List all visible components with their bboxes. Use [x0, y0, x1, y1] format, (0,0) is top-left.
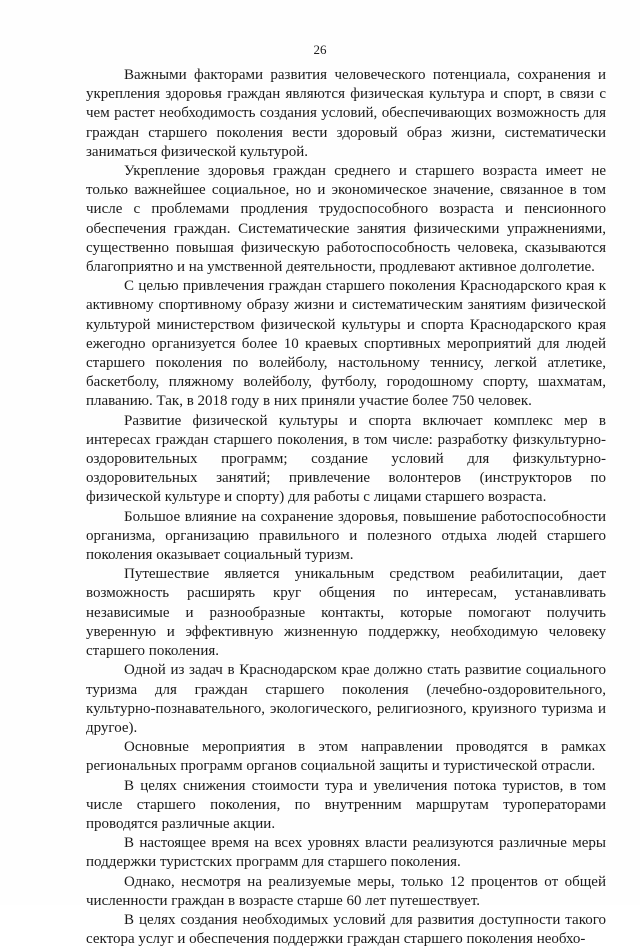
- paragraph: С целью привлечения граждан старшего поколения Краснодарского края к активному спортивному образу жизни и систематическим занятиям физической культурой министерством физической культуры и спорта Краснодарского края ежегодно организуется более 10 краевых спортивных мероприятий для людей старшего поколения по волейболу, настольному теннису, легкой атлетике, баскетболу, пляжному волейболу, футболу, городошному спорту, шахматам, плаванию. Так, в 2018 году в них приняли участие более 750 человек.: [86, 278, 606, 410]
- page-number: 26: [313, 42, 327, 57]
- paragraph: В целях снижения стоимости тура и увеличения потока туристов, в том числе старшего поколения, по внутренним маршрутам туроператорами проводятся различные акции.: [86, 777, 606, 832]
- paragraph: Укрепление здоровья граждан среднего и старшего возраста имеет не только важнейшее социальное, но и экономическое значение, связанное в том числе с проблемами продления трудоспособного возраста и пенсионного обеспечения граждан. Систематические занятия физическими упражнениями, существенно повышая физическую работоспособность человека, сказываются благоприятно и на умственной деятельности, продлевают активное долголетие.: [86, 163, 606, 276]
- paragraph: Основные мероприятия в этом направлении проводятся в рамках региональных программ органов социальной защиты и туристической отрасли.: [86, 739, 606, 775]
- paragraph: В настоящее время на всех уровнях власти реализуются различные меры поддержки туристских программ для старшего поколения.: [86, 835, 606, 871]
- paragraph: Одной из задач в Краснодарском крае должно стать развитие социального туризма для граждан старшего поколения (лечебно-оздоровительного, культурно-познавательного, экологического, религиозного, круизного туризма и другое).: [86, 662, 606, 736]
- paragraph: Однако, несмотря на реализуемые меры, только 12 процентов от общей численности граждан в возрасте старше 60 лет путешествует.: [86, 873, 606, 909]
- paragraph: В целях создания необходимых условий для развития доступности такого сектора услуг и обеспечения поддержки граждан старшего поколения необхо-: [86, 911, 606, 948]
- paragraph: Развитие физической культуры и спорта включает комплекс мер в интересах граждан старшего поколения, в том числе: разработку физкультурно-оздоровительных программ; создание условий для физкультурно-оздоровительных занятий; привлечение волонтеров (инструкторов по физической культуре и спорту) для работы с лицами старшего возраста.: [86, 412, 606, 506]
- paragraph: Путешествие является уникальным средством реабилитации, дает возможность расширять круг общения по интересам, устанавливать независимые и разнообразные контакты, которые помогают получить уверенную и эффективную жизненную поддержку, необходимую человеку старшего поколения.: [86, 566, 606, 660]
- paragraph: Большое влияние на сохранение здоровья, повышение работоспособности организма, организацию правильного и полезного отдыха людей старшего поколения оказывает социальный туризм.: [86, 508, 606, 564]
- paragraph: Важными факторами развития человеческого потенциала, сохранения и укрепления здоровья граждан являются физическая культура и спорт, в связи с чем растет необходимость создания условий, обеспечивающих возможность для граждан старшего поколения вести здоровый образ жизни, систематически заниматься физической культурой.: [86, 67, 606, 160]
- page-body: [86, 66, 606, 949]
